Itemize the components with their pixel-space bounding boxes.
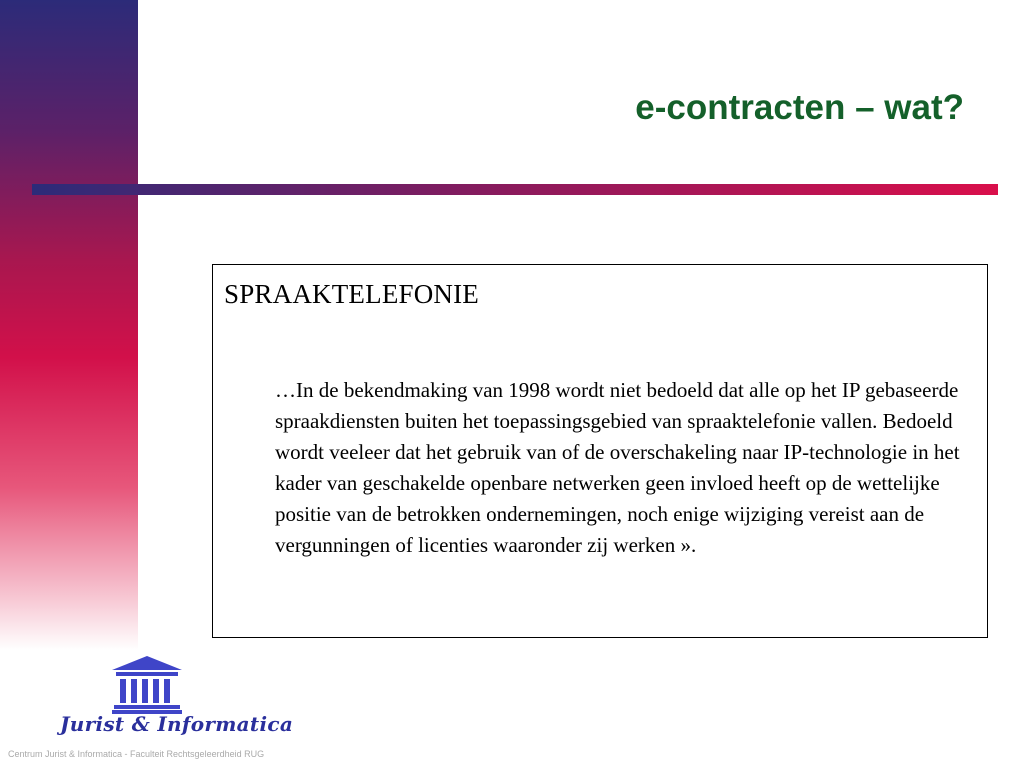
box-quote-text: …In de bekendmaking van 1998 wordt niet bedoeld dat alle op het IP gebaseerde spraakdiensten buiten het toepassingsgebied van spraaktelefonie vallen. Bedoeld wordt veeleer dat het gebruik van of de overschakeling naar IP-technologie in het kader van geschakelde openbare netwerken geen invloed heeft op de wettelijke positie van de betrokken ondernemingen, noch enige wijziging vereist aan de vergunningen of licenties waaronder zij werken ». <box>275 378 960 557</box>
left-gradient-band <box>0 0 138 650</box>
logo-text: Jurist & Informatica <box>60 712 294 736</box>
box-heading: SPRAAKTELEFONIE <box>224 279 480 309</box>
slide-title: e-contracten – wat? <box>635 88 964 127</box>
building-columns-icon <box>110 654 184 714</box>
footer-text: Centrum Jurist & Informatica - Faculteit Rechtsgeleerdheid RUG <box>8 749 265 759</box>
title-divider-bar <box>32 184 998 195</box>
logo <box>56 654 294 744</box>
quote-box <box>212 264 988 638</box>
